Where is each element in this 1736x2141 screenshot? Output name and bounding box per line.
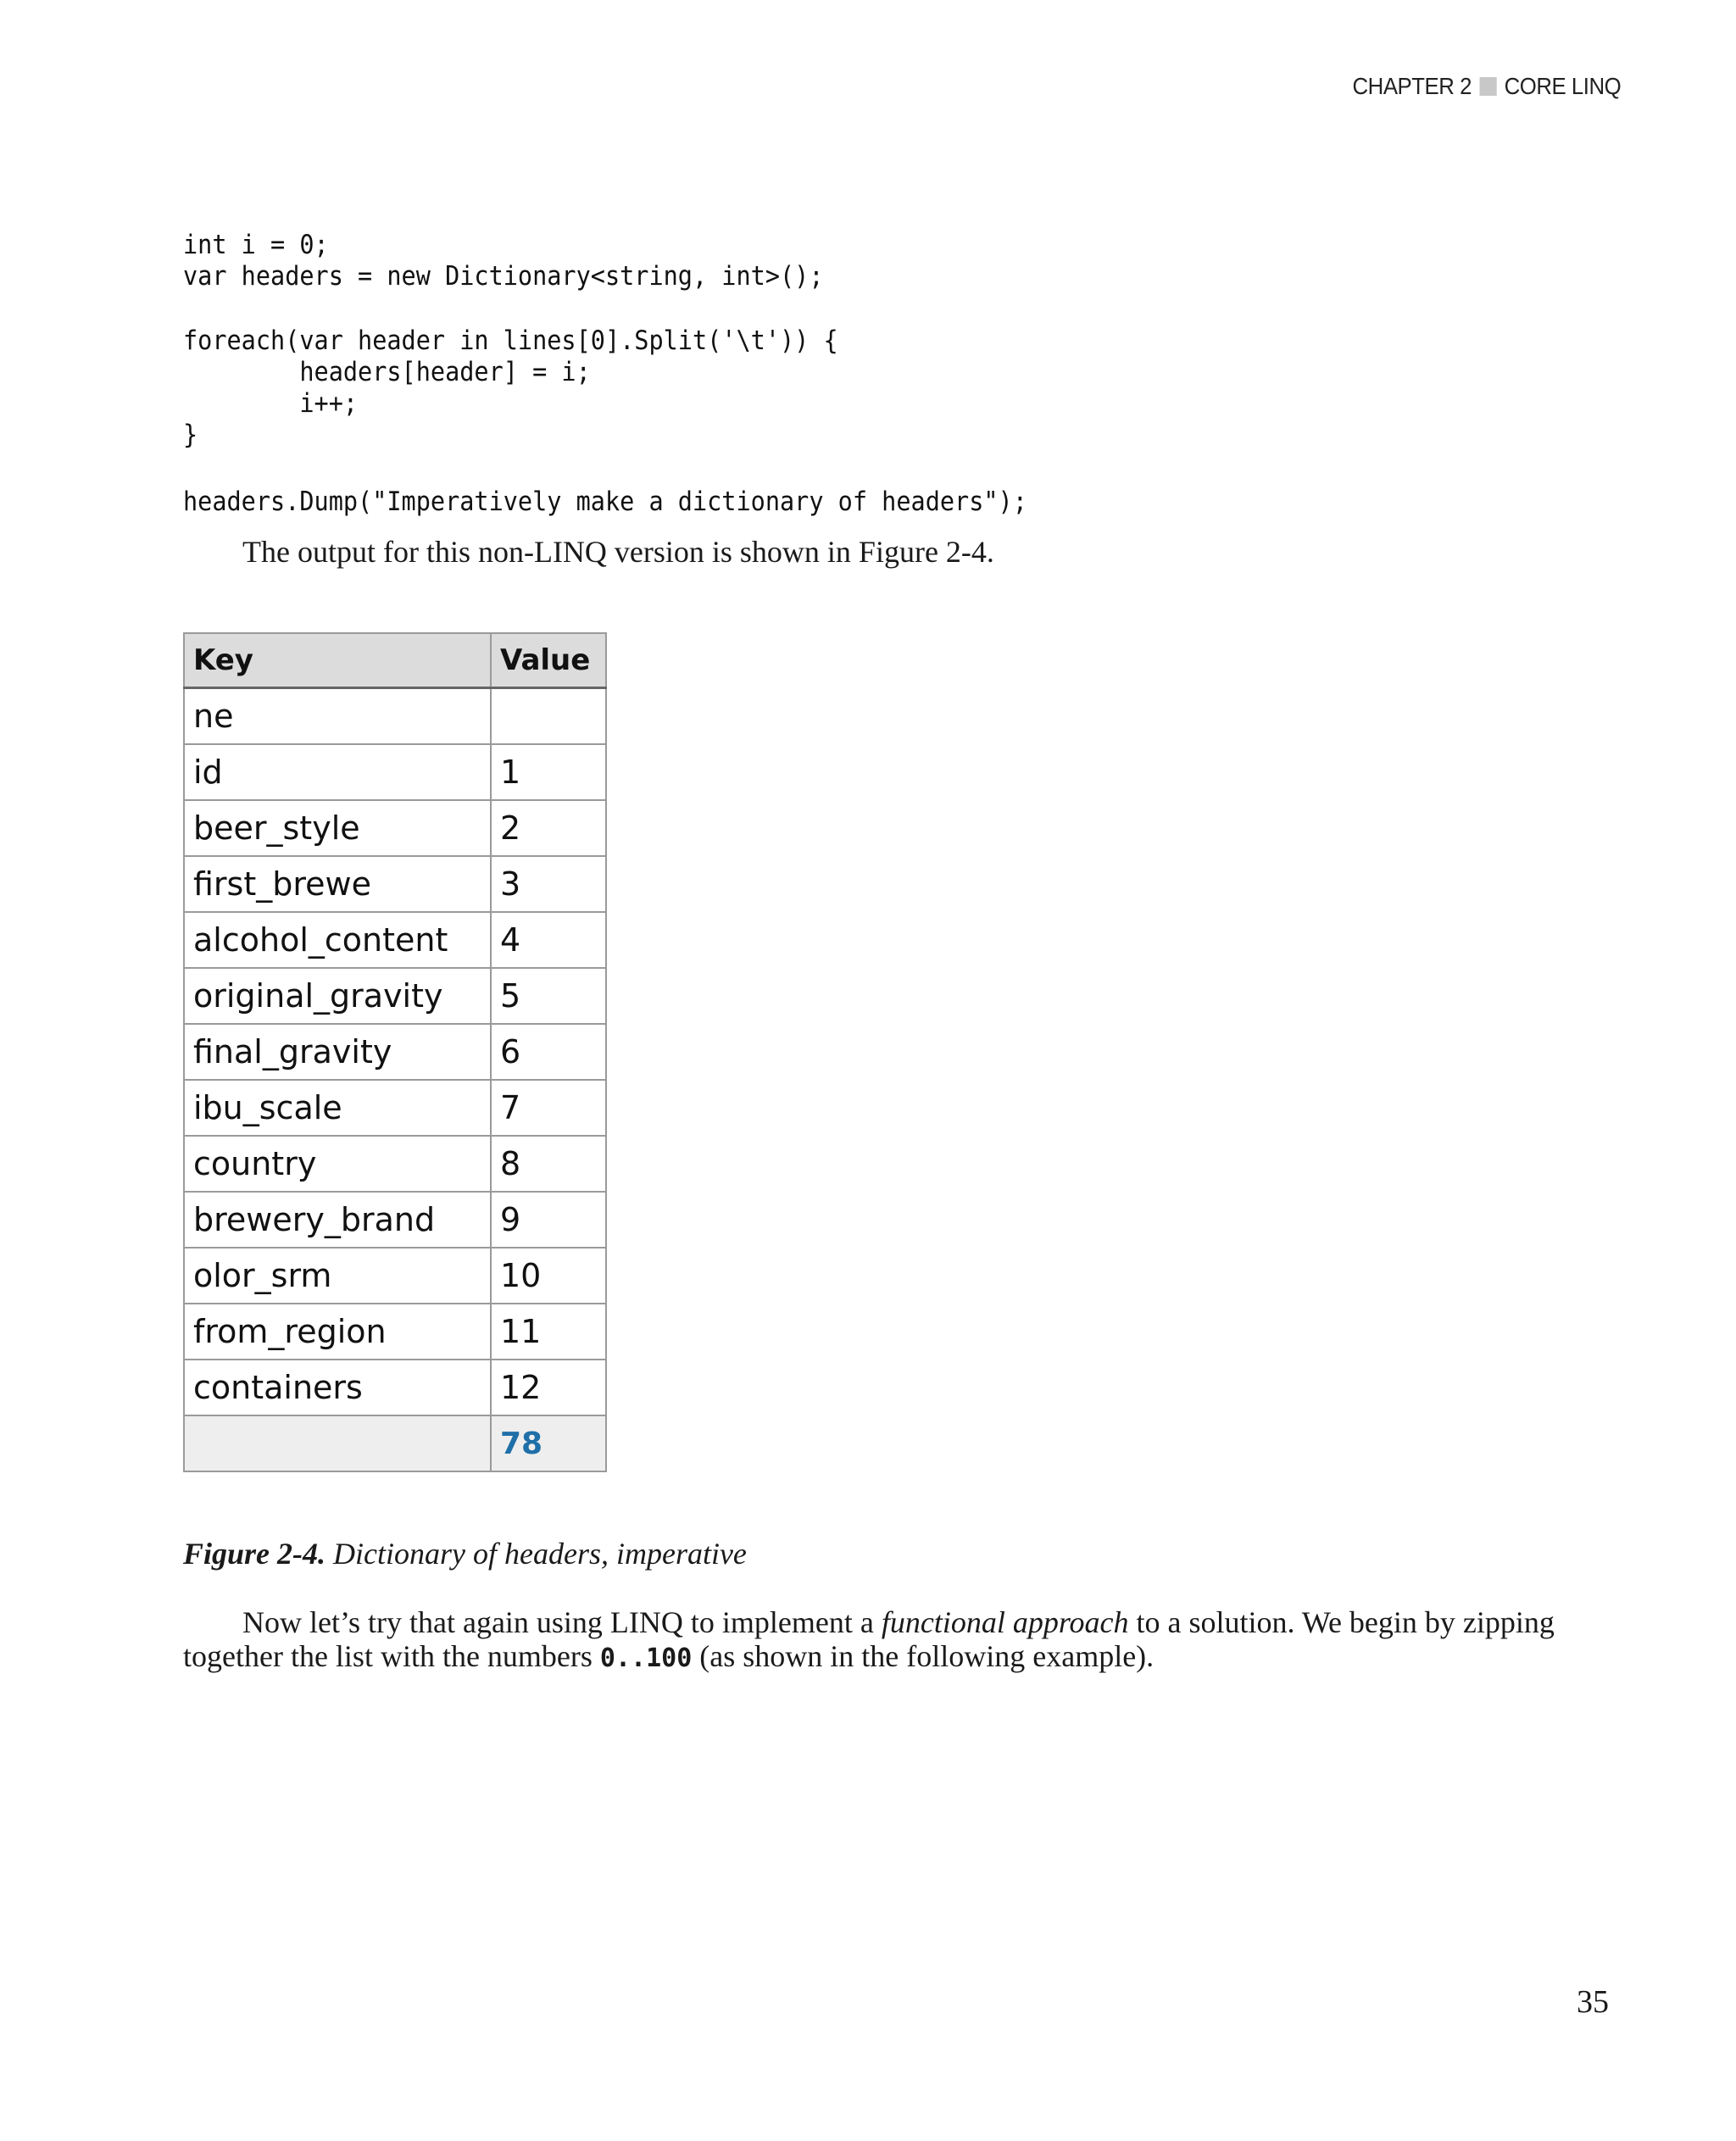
cell-value: 5: [491, 968, 606, 1024]
cell-key: original_gravity: [184, 968, 491, 1024]
table-row: [184, 1136, 606, 1192]
cell-key: ne: [184, 688, 491, 745]
separator-square-icon: [1479, 77, 1496, 96]
cell-value: 8: [491, 1136, 606, 1192]
figure-label: Figure 2-4.: [183, 1537, 326, 1571]
table-row: [184, 800, 606, 856]
cell-value: 7: [491, 1080, 606, 1136]
cell-value: 12: [491, 1360, 606, 1415]
paragraph-linq-intro: [183, 1605, 1624, 1676]
table-row: [184, 1192, 606, 1248]
total-key-cell: [184, 1415, 491, 1471]
table-row: [184, 856, 606, 912]
chapter-label: CHAPTER 2: [1352, 73, 1472, 99]
cell-value: 4: [491, 912, 606, 968]
table-row: [184, 1024, 606, 1080]
code-block-declarations: int i = 0; var headers = new Dictionary<string, int>();: [183, 230, 824, 292]
table-row: [184, 912, 606, 968]
table-row: [184, 1248, 606, 1304]
table-row: [184, 1360, 606, 1415]
cell-value: 3: [491, 856, 606, 912]
cell-key: brewery_brand: [184, 1192, 491, 1248]
running-head: [1352, 73, 1621, 100]
cell-value: 1: [491, 744, 606, 800]
cell-value: 10: [491, 1248, 606, 1304]
code-block-foreach: foreach(var header in lines[0].Split('\t')) { headers[header] = i; i++; }: [183, 325, 838, 450]
cell-value: [491, 688, 606, 745]
cell-key: id: [184, 744, 491, 800]
table-header-row: [184, 633, 606, 688]
cell-key: first_brewe: [184, 856, 491, 912]
column-header-key: Key: [184, 633, 491, 688]
cell-key: final_gravity: [184, 1024, 491, 1080]
paragraph-output-intro: The output for this non-LINQ version is shown in Figure 2-4.: [242, 535, 994, 569]
paragraph-text-3: (as shown in the following example).: [692, 1639, 1155, 1673]
column-header-value: Value: [491, 633, 606, 688]
cell-value: 6: [491, 1024, 606, 1080]
table-row: [184, 1304, 606, 1360]
section-label: CORE LINQ: [1504, 73, 1621, 99]
page-number: 35: [1577, 1984, 1609, 2020]
cell-value: 9: [491, 1192, 606, 1248]
table-body: [184, 688, 606, 1472]
table-row: [184, 688, 606, 745]
table-row: [184, 1080, 606, 1136]
code-block-dump: headers.Dump("Imperatively make a dictionary of headers");: [183, 487, 1027, 517]
table-row: [184, 968, 606, 1024]
headers-dictionary-table: [183, 632, 607, 1472]
cell-value: 2: [491, 800, 606, 856]
paragraph-text-1: Now let’s try that again using LINQ to implement a: [242, 1605, 882, 1639]
total-value-cell: 78: [491, 1415, 606, 1471]
table-row: [184, 744, 606, 800]
cell-key: containers: [184, 1360, 491, 1415]
cell-value: 11: [491, 1304, 606, 1360]
cell-key: ibu_scale: [184, 1080, 491, 1136]
cell-key: olor_srm: [184, 1248, 491, 1304]
paragraph-text-2: to a solution. We begin by zipping together the list with the numbers: [183, 1605, 1555, 1673]
cell-key: beer_style: [184, 800, 491, 856]
cell-key: alcohol_content: [184, 912, 491, 968]
inline-code-range: 0..100: [599, 1643, 693, 1673]
cell-key: country: [184, 1136, 491, 1192]
figure-caption-text: Dictionary of headers, imperative: [333, 1537, 747, 1571]
paragraph-emphasis: functional approach: [881, 1605, 1129, 1639]
figure-caption: [183, 1536, 747, 1571]
table-total-row: [184, 1415, 606, 1471]
cell-key: from_region: [184, 1304, 491, 1360]
